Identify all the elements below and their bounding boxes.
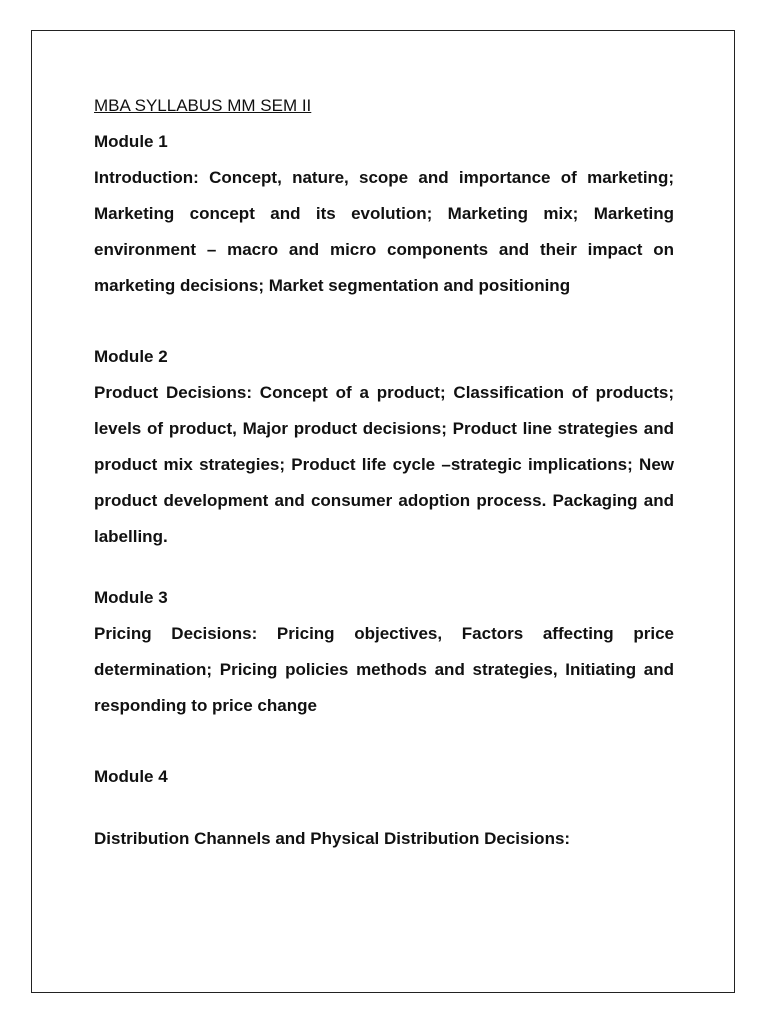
module-1-lead: Introduction <box>94 168 194 187</box>
module-2-text: Product Decisions: Concept of a product; Classification of products; levels of product, Major product decisions; Product line strategies and product mix strategies; Product life cycle –strategic implications; New product development and consumer adoption process. Packaging and labelling. <box>94 383 674 546</box>
module-1-body: : Concept, nature, scope and importance of marketing; Marketing concept and its evolution; Marketing mix; Marketing environment – macro and micro components and their impact on marketing decisions; Market segmentation and positioning <box>94 168 674 295</box>
module-1-text <box>94 160 674 304</box>
module-2-heading: Module 2 <box>94 347 168 366</box>
module-3-text: Pricing Decisions: Pricing objectives, Factors affecting price determination; Pricing policies methods and strategies, Initiating and responding to price change <box>94 624 674 715</box>
document-content <box>94 88 674 857</box>
module-4-heading: Module 4 <box>94 767 168 786</box>
document-title: MBA SYLLABUS MM SEM II <box>94 96 312 115</box>
document-page <box>31 30 735 993</box>
module-1-heading: Module 1 <box>94 132 168 151</box>
module-4-text: Distribution Channels and Physical Distribution Decisions: <box>94 829 571 848</box>
module-3-heading: Module 3 <box>94 588 168 607</box>
